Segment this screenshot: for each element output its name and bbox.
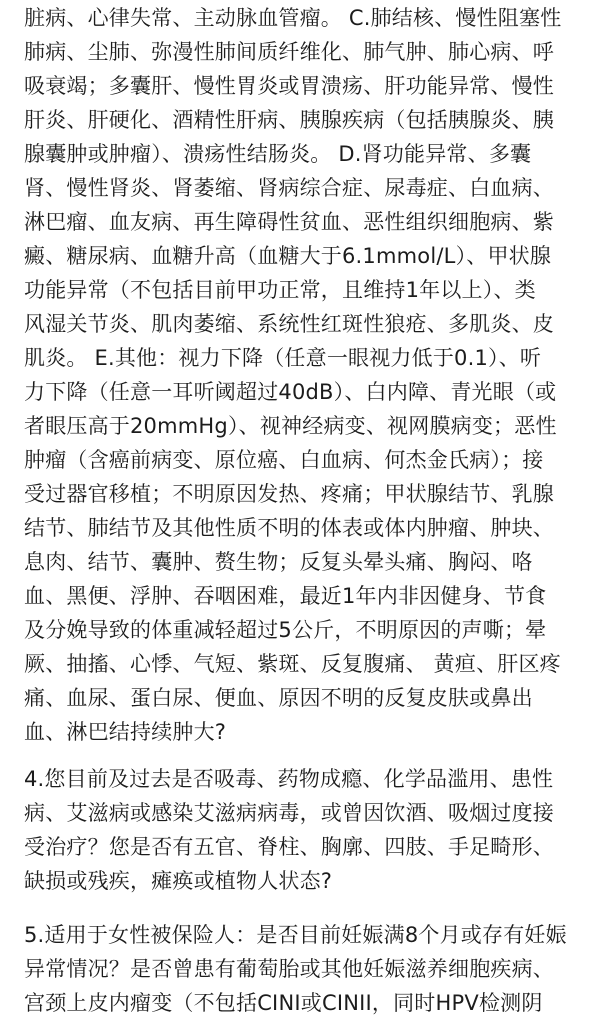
paragraph-question-4 — [24, 762, 580, 898]
text-line: 血、黑便、浮肿、吞咽困难，最近1年内非因健身、节食 — [24, 584, 547, 608]
text-line: 淋巴瘤、血友病、再生障碍性贫血、恶性组织细胞病、紫 — [24, 210, 554, 234]
text-line: 癜、糖尿病、血糖升高（血糖大于6.1mmol/L）、甲状腺 — [24, 244, 552, 268]
text-line: 肌炎。 E.其他：视力下降（任意一眼视力低于0.1）、听 — [24, 346, 542, 370]
text-line: 厥、抽搐、心悸、气短、紫斑、反复腹痛、 黄疸、肝区疼 — [24, 652, 561, 676]
paragraph-disease-list — [24, 1, 580, 749]
paragraph-question-5 — [24, 918, 580, 1020]
text-line: 4.您目前及过去是否吸毒、药物成瘾、化学品滥用、患性 — [24, 767, 554, 791]
text-line: 肝炎、肝硬化、酒精性肝病、胰腺疾病（包括胰腺炎、胰 — [24, 108, 554, 132]
text-line: 病、艾滋病或感染艾滋病病毒，或曾因饮酒、吸烟过度接 — [24, 801, 554, 825]
text-line: 腺囊肿或肿瘤）、溃疡性结肠炎。 D.肾功能异常、多囊 — [24, 142, 532, 166]
text-line: 痛、血尿、蛋白尿、便血、原因不明的反复皮肤或鼻出 — [24, 686, 533, 710]
text-line: 5.适用于女性被保险人：是否目前妊娠满8个月或存有妊娠 — [24, 923, 567, 947]
text-line: 受过器官移植；不明原因发热、疼痛；甲状腺结节、乳腺 — [24, 482, 554, 506]
text-line: 吸衰竭；多囊肝、慢性胃炎或胃溃疡、肝功能异常、慢性 — [24, 74, 554, 98]
text-line: 肺病、尘肺、弥漫性肺间质纤维化、肺气肿、肺心病、呼 — [24, 40, 554, 64]
text-line: 风湿关节炎、肌肉萎缩、系统性红斑性狼疮、多肌炎、皮 — [24, 312, 554, 336]
text-line: 脏病、心律失常、主动脉血管瘤。 C.肺结核、慢性阻塞性 — [24, 6, 562, 30]
text-line: 力下降（任意一耳听阈超过40dB）、白内障、青光眼（或 — [24, 380, 557, 404]
text-line: 肾、慢性肾炎、肾萎缩、肾病综合症、尿毒症、白血病、 — [24, 176, 554, 200]
text-line: 异常情况？是否曾患有葡萄胎或其他妊娠滋养细胞疾病、 — [24, 957, 554, 981]
text-line: 受治疗？您是否有五官、脊柱、胸廓、四肢、手足畸形、 — [24, 835, 554, 859]
text-line: 血、淋巴结持续肿大? — [24, 720, 227, 744]
text-line: 息肉、结节、囊肿、赘生物；反复头晕头痛、胸闷、咯 — [24, 550, 533, 574]
text-line: 结节、肺结节及其他性质不明的体表或体内肿瘤、肿块、 — [24, 516, 554, 540]
text-line: 者眼压高于20mmHg）、视神经病变、视网膜病变；恶性 — [24, 414, 557, 438]
text-line: 及分娩导致的体重减轻超过5公斤，不明原因的声嘶；晕 — [24, 618, 547, 642]
text-line: 肿瘤（含癌前病变、原位癌、白血病、何杰金氏病）；接 — [24, 448, 544, 472]
text-line: 功能异常（不包括目前甲功正常，且维持1年以上）、类 — [24, 278, 536, 302]
text-line: 宫颈上皮内瘤变（不包括CINI或CINII，同时HPV检测阴 — [24, 991, 543, 1015]
text-line: 缺损或残疾，瘫痪或植物人状态? — [24, 869, 333, 893]
